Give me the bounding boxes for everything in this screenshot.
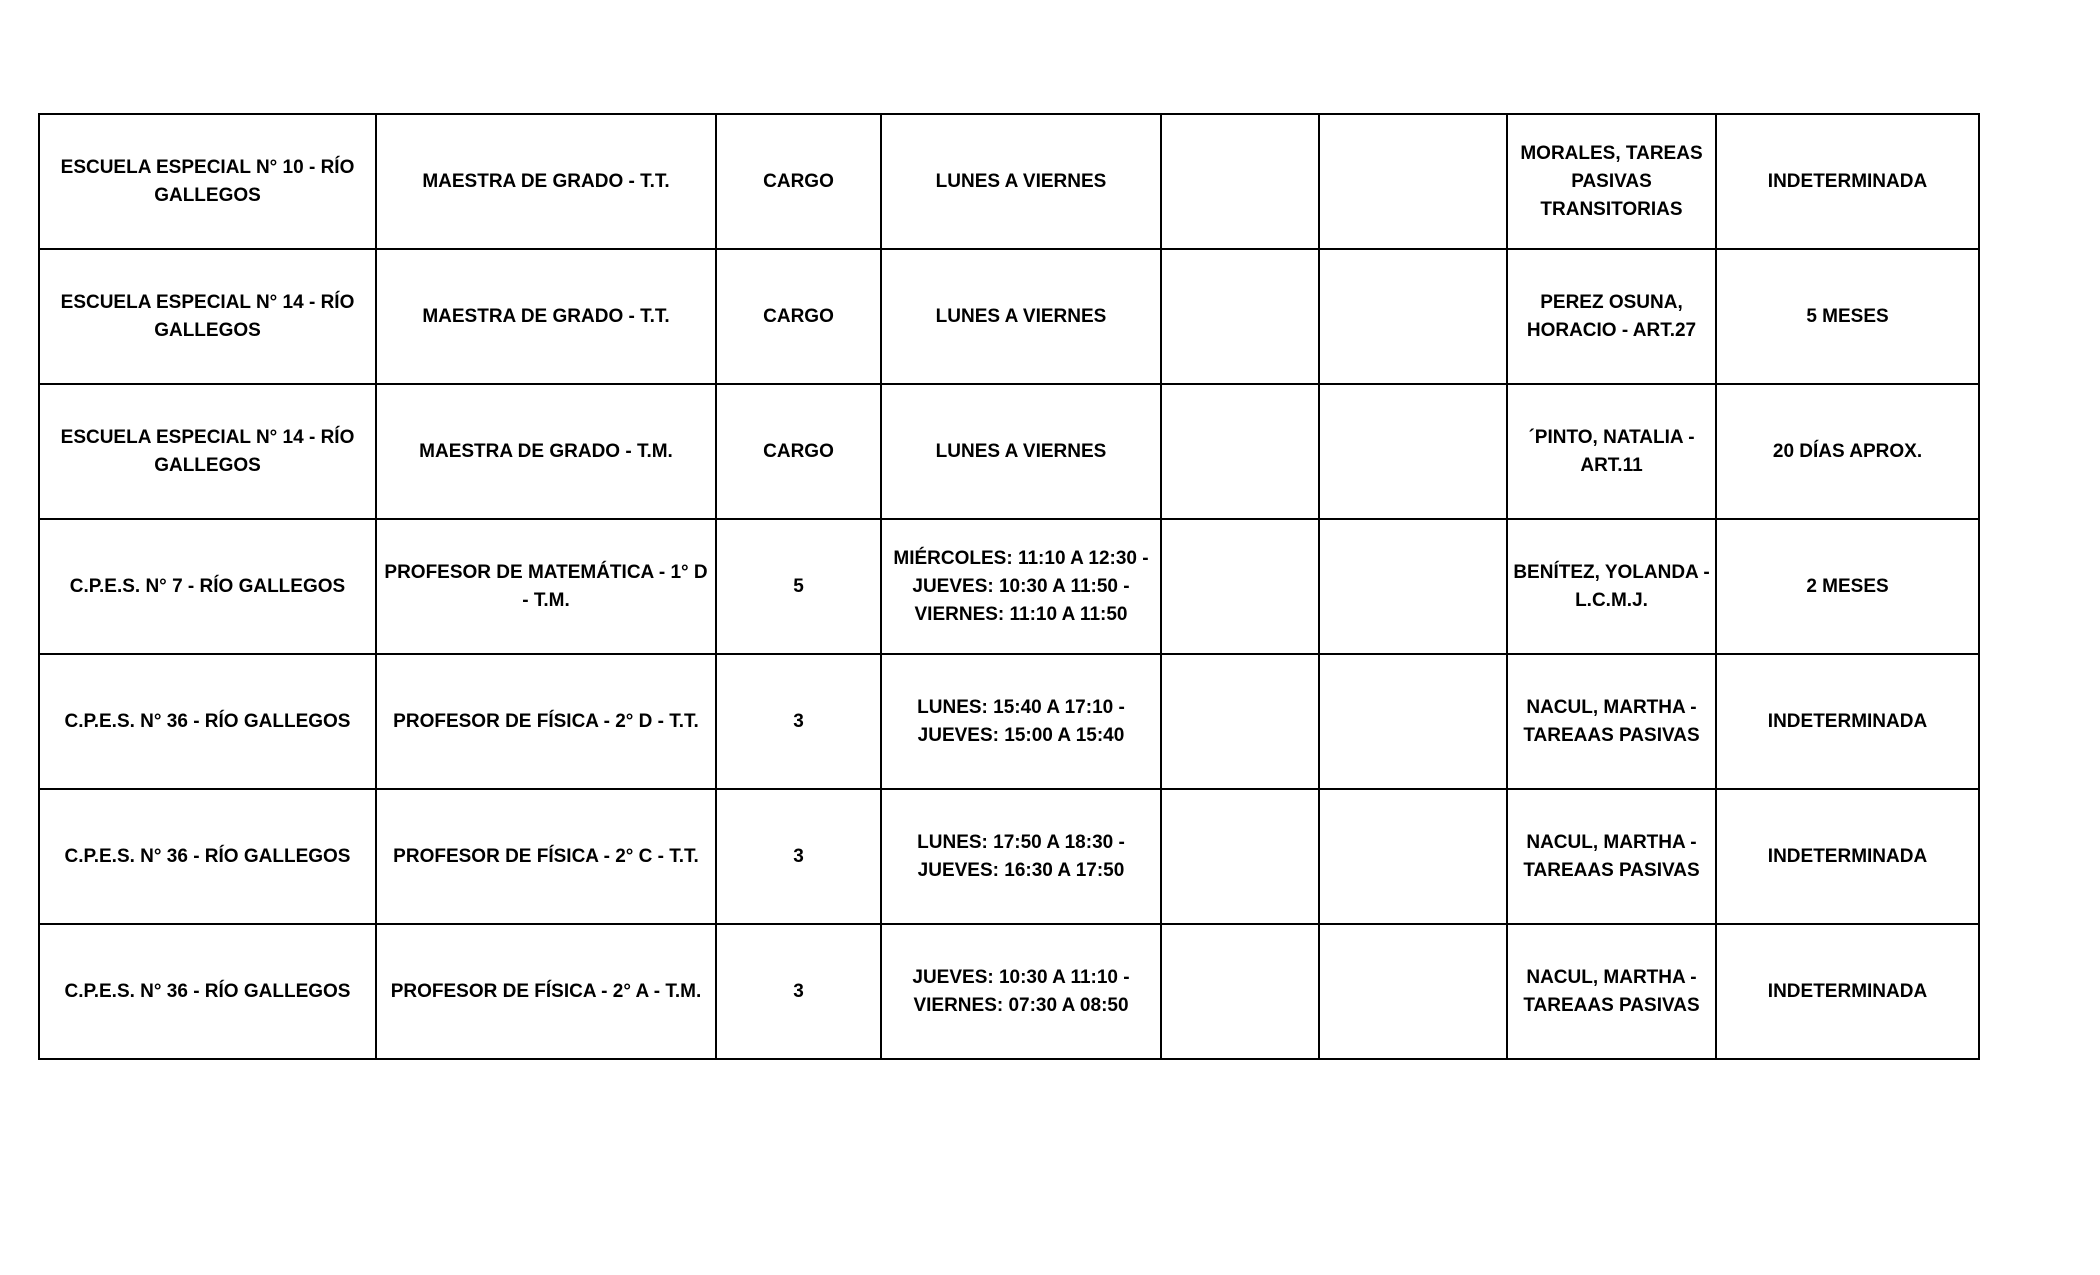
- table-row: [39, 114, 1979, 249]
- empty-cell: [1319, 924, 1507, 1059]
- hours-cell: CARGO: [716, 249, 881, 384]
- empty-cell: [1319, 249, 1507, 384]
- table-row: [39, 519, 1979, 654]
- schedule-cell: LUNES: 17:50 A 18:30 - JUEVES: 16:30 A 17:50: [881, 789, 1161, 924]
- position-cell: MAESTRA DE GRADO - T.T.: [376, 249, 716, 384]
- empty-cell: [1319, 519, 1507, 654]
- table-row: [39, 384, 1979, 519]
- school-cell: ESCUELA ESPECIAL N° 14 - RÍO GALLEGOS: [39, 384, 376, 519]
- table-row: [39, 654, 1979, 789]
- hours-cell: 3: [716, 654, 881, 789]
- replaces-cell: NACUL, MARTHA - TAREAAS PASIVAS: [1507, 654, 1716, 789]
- school-cell: C.P.E.S. N° 36 - RÍO GALLEGOS: [39, 789, 376, 924]
- position-cell: PROFESOR DE FÍSICA - 2° D - T.T.: [376, 654, 716, 789]
- table-row: [39, 249, 1979, 384]
- school-cell: ESCUELA ESPECIAL N° 10 - RÍO GALLEGOS: [39, 114, 376, 249]
- schedule-cell: LUNES A VIERNES: [881, 384, 1161, 519]
- replaces-cell: MORALES, TAREAS PASIVAS TRANSITORIAS: [1507, 114, 1716, 249]
- position-cell: PROFESOR DE FÍSICA - 2° A - T.M.: [376, 924, 716, 1059]
- hours-cell: 5: [716, 519, 881, 654]
- position-cell: PROFESOR DE FÍSICA - 2° C - T.T.: [376, 789, 716, 924]
- empty-cell: [1161, 924, 1319, 1059]
- table-row: [39, 924, 1979, 1059]
- empty-cell: [1319, 384, 1507, 519]
- hours-cell: 3: [716, 789, 881, 924]
- empty-cell: [1319, 654, 1507, 789]
- school-cell: ESCUELA ESPECIAL N° 14 - RÍO GALLEGOS: [39, 249, 376, 384]
- schedule-cell: LUNES A VIERNES: [881, 114, 1161, 249]
- empty-cell: [1161, 789, 1319, 924]
- duration-cell: INDETERMINADA: [1716, 114, 1979, 249]
- hours-cell: 3: [716, 924, 881, 1059]
- duration-cell: 5 MESES: [1716, 249, 1979, 384]
- empty-cell: [1161, 114, 1319, 249]
- vacancy-table: [38, 113, 1980, 1060]
- schedule-cell: MIÉRCOLES: 11:10 A 12:30 - JUEVES: 10:30 A 11:50 - VIERNES: 11:10 A 11:50: [881, 519, 1161, 654]
- replaces-cell: ´PINTO, NATALIA - ART.11: [1507, 384, 1716, 519]
- school-cell: C.P.E.S. N° 36 - RÍO GALLEGOS: [39, 924, 376, 1059]
- empty-cell: [1161, 384, 1319, 519]
- replaces-cell: NACUL, MARTHA - TAREAAS PASIVAS: [1507, 789, 1716, 924]
- position-cell: MAESTRA DE GRADO - T.M.: [376, 384, 716, 519]
- duration-cell: 2 MESES: [1716, 519, 1979, 654]
- duration-cell: INDETERMINADA: [1716, 654, 1979, 789]
- hours-cell: CARGO: [716, 114, 881, 249]
- empty-cell: [1161, 249, 1319, 384]
- empty-cell: [1161, 519, 1319, 654]
- schedule-cell: JUEVES: 10:30 A 11:10 - VIERNES: 07:30 A 08:50: [881, 924, 1161, 1059]
- hours-cell: CARGO: [716, 384, 881, 519]
- position-cell: MAESTRA DE GRADO - T.T.: [376, 114, 716, 249]
- table-row: [39, 789, 1979, 924]
- replaces-cell: BENÍTEZ, YOLANDA - L.C.M.J.: [1507, 519, 1716, 654]
- replaces-cell: NACUL, MARTHA - TAREAAS PASIVAS: [1507, 924, 1716, 1059]
- school-cell: C.P.E.S. N° 36 - RÍO GALLEGOS: [39, 654, 376, 789]
- schedule-cell: LUNES: 15:40 A 17:10 - JUEVES: 15:00 A 15:40: [881, 654, 1161, 789]
- schedule-cell: LUNES A VIERNES: [881, 249, 1161, 384]
- position-cell: PROFESOR DE MATEMÁTICA - 1° D - T.M.: [376, 519, 716, 654]
- replaces-cell: PEREZ OSUNA, HORACIO - ART.27: [1507, 249, 1716, 384]
- duration-cell: INDETERMINADA: [1716, 789, 1979, 924]
- empty-cell: [1319, 789, 1507, 924]
- duration-cell: 20 DÍAS APROX.: [1716, 384, 1979, 519]
- school-cell: C.P.E.S. N° 7 - RÍO GALLEGOS: [39, 519, 376, 654]
- empty-cell: [1161, 654, 1319, 789]
- empty-cell: [1319, 114, 1507, 249]
- duration-cell: INDETERMINADA: [1716, 924, 1979, 1059]
